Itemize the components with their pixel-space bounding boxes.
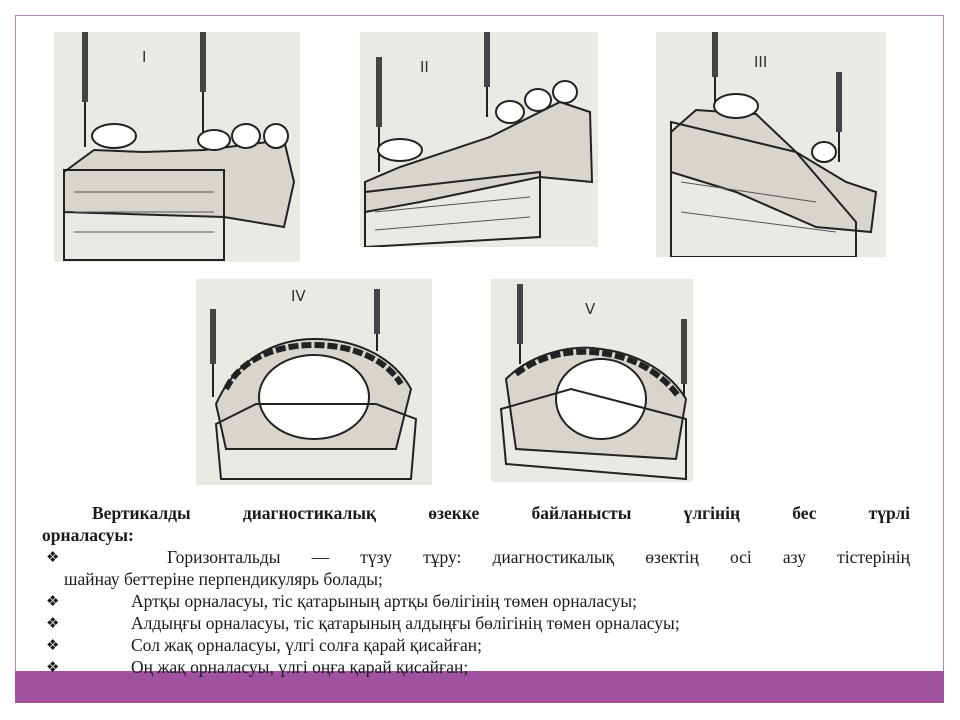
list-item-1 (42, 546, 910, 590)
list-item-4-text: Сол жақ орналасуы, үлгі солға қарай қисайған; (131, 635, 483, 655)
caption-intro: Вертикалды диагностикалық өзекке байланысты үлгінің бес түрлі (92, 503, 910, 523)
caption-text (42, 502, 910, 678)
list-item-4 (42, 634, 910, 656)
diamond-bullet-icon: ❖ (46, 636, 60, 654)
list-item-2-text: Артқы орналасуы, тіс қатарының артқы бөлігінің төмен орналасуы; (131, 591, 637, 611)
figure-4-label: IV (291, 287, 306, 305)
figure-3-label: III (754, 53, 768, 71)
figure-1-diagram (54, 32, 300, 262)
figure-5-label: V (585, 300, 596, 318)
figure-3-diagram (656, 32, 886, 257)
list-item-1-line1: Горизонтальды — түзу тұру: диагностикалық өзектің осі азу тістерінің (167, 547, 910, 567)
diamond-bullet-icon: ❖ (46, 592, 60, 610)
list-item-5 (42, 656, 910, 678)
list-item-1-line2: шайнау беттеріне перпендикулярь болады; (64, 569, 383, 589)
list-item-2 (42, 590, 910, 612)
diamond-bullet-icon: ❖ (46, 658, 60, 676)
diamond-bullet-icon: ❖ (46, 614, 60, 632)
list-item-3 (42, 612, 910, 634)
figure-4-diagram (196, 279, 432, 485)
caption-intro-end: орналасуы: (42, 525, 134, 545)
figure-1-label: I (142, 48, 147, 66)
list-item-3-text: Алдыңғы орналасуы, тіс қатарының алдыңғы бөлігінің төмен орналасуы; (131, 613, 680, 633)
list-item-5-text: Оң жақ орналасуы, үлгі оңға қарай қисайған; (131, 657, 469, 677)
figure-2-diagram (360, 32, 598, 247)
figure-2-label: II (420, 58, 429, 76)
figure-5-diagram (491, 279, 693, 482)
diamond-bullet-icon: ❖ (46, 548, 60, 566)
